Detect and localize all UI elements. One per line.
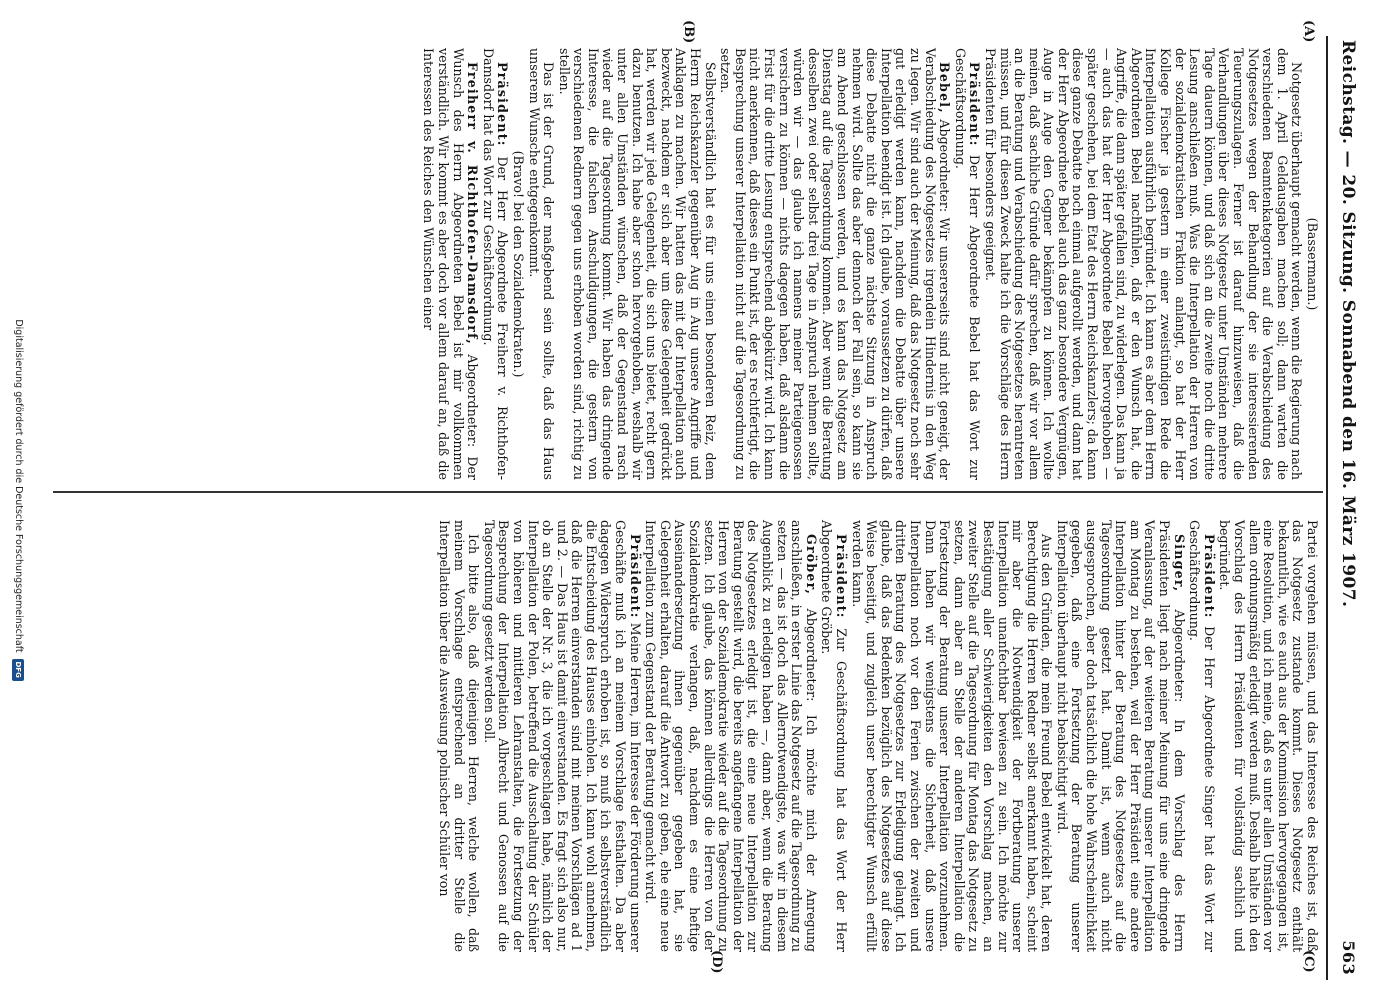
speaker-name: Präsident: bbox=[834, 534, 849, 619]
left-column bbox=[420, 48, 1319, 480]
speaker-name: Singer, bbox=[1171, 534, 1187, 593]
right-column bbox=[435, 520, 1319, 952]
speech-text: Meine Herren, im Interesse der Förderung unserer Geschäfte muß ich an meinem Vorschlage festhalten. Da aber dagegen Widerspruch erhoben ist, so muß ich selbstverständlich die Entscheidung des Hauses einholen. Ich kann wohl annehmen, daß die Herren einverstanden sind mit meinen Vorschlägen ad 1 und 2. — Das Haus ist damit einverstanden. Es fragt sich also nur, ob an Stelle der Nr. 3, die ich vorgeschlagen habe, nämlich der Interpellation der Polen, betreffend die Ausschaltung der Schüler von höheren und mittleren Lehranstalten, die Fortsetzung der Besprechung der Interpellation Albrecht und Genossen auf die Tagesordnung gesetzt werden soll. bbox=[481, 520, 643, 952]
paragraph: Partei vorgehen müssen, und das Interesse des Reiches ist, daß das Notgesetz zustande kommt. Dieses Notgesetz enthält bekanntlich, wie es auch aus der Kommission hervorgegangen ist, eine Resolution, und ich meine, daß es unter allen Umständen vor allem ordnungsmäßig erledigt werden muß. Deshalb halte ich den Vorschlag des Herrn Präsidenten für vollständig sachlich und begründet. bbox=[1217, 520, 1320, 952]
paragraph: Selbstverständlich hat es für uns einen besonderen Reiz, dem Herrn Reichskanzler gegenüber Aug in Aug unsere Angriffe und Anklagen zu machen. Wir hatten das mit der Interpellation auch bezweckt, nachdem er sich aber um diese Gelegenheit gedrückt hat, werden wir jede Gelegenheit, die sich uns bietet, recht gern dazu benutzen. Ich habe aber schon hervorgehoben, weshalb wir unter allen Umständen wünschen, daß der Gegenstand rasch wieder auf die Tagesordnung kommt. Wir haben das dringende Interesse, die falschen Anschuldigungen, die gestern von verschiedenen Rednern gegen uns erhoben worden sind, richtig zu stellen. bbox=[556, 48, 718, 480]
speech-text: Der Herr Abgeordnete Bebel hat das Wort zur Geschäftsordnung. bbox=[952, 48, 983, 480]
speech-text: Abgeordneter: In dem Vorschlag des Herrn Präsidenten liegt nach meiner Meinung für uns eine dringende Veranlassung, auf der weiteren Beratung unserer Interpellation am Montag zu bestehen, weil der Herr Präsident eine andere Interpellation hinter der Beratung des Notgesetzes auf die Tagesordnung gesetzt hat. Damit ist, wenn auch nicht ausgesprochen, aber doch tatsächlich die hohe Wahrscheinlichkeit gegeben, daß eine Fortsetzung der Beratung unserer Interpellation überhaupt nicht beabsichtigt wird. bbox=[1054, 520, 1187, 952]
page-header bbox=[1331, 40, 1365, 975]
paragraph bbox=[643, 520, 818, 952]
margin-marker-a: (A) bbox=[1301, 20, 1316, 43]
speech-text: Abgeordneter: Ich möchte mich der Anregung anschließen, in erster Linie das Notgesetz auf die Tagesordnung zu setzen — das ist doch das Allernotwendigste, was wir in diesem Augenblick zu erledigen haben —, dann aber, wenn die Beratung des Notgesetzes erledigt ist, die eine neue Interpellation zur Beratung gestellt wird, die bereits angefangene Interpellation der Herren von der Sozialdemokratie wieder auf die Tagesordnung zu setzen. Ich glaube, das können allerdings die Herren von der Sozialdemokratie verlangen, daß, nachdem es eine heftige Auseinandersetzung ihnen gegenüber gegeben hat, sie Gelegenheit erhalten, darauf die Antwort zu geben, ehe eine neue Interpellation zum Gegenstand der Beratung gemacht wird. bbox=[643, 520, 819, 952]
speech-text: Abgeordneter: Wir unsererseits sind nicht geneigt, der Verabschiedung des Notgesetzes irgendein Hindernis in den Weg zu legen. Wir sind auch der Meinung, daß das Notgesetz noch sehr gut erledigt werden kann, nachdem die Debatte über unsere Interpellation beendigt ist. Ich glaube, voraussetzen zu dürfen, daß diese Debatte nicht die ganze nächste Sitzung in Anspruch nehmen wird. Sollte das aber dennoch der Fall sein, so kann sie am Abend geschlossen werden, und es kann das Notgesetz am Dienstag auf die Tagesordnung kommen. Aber wenn die Beratung desselben zwei oder selbst drei Tage in Anspruch nehmen sollte, würden wir — das glaube ich namens meiner Parteigenossen versichern zu können — nichts dagegen haben, daß alsdann die Frist für die dritte Lesung entsprechend abgekürzt wird. Ich kann nicht anerkennen, daß dieses ein Punkt ist, der es rechtfertigt, die Besprechung unserer Interpellation nicht auf die Tagesordnung zu setzen. bbox=[718, 48, 953, 480]
column-divider bbox=[53, 491, 1323, 493]
margin-marker-c: (C) bbox=[1301, 950, 1316, 973]
paragraph: Notgesetz überhaupt gemacht werden, wenn die Regierung nach dem 1. April Geldausgaben machen soll; dann warten die verschiedenen Beamtenkategorien auf die Verabschiedung des Notgesetzes wegen der Behandlung der sie interessierenden Teuerungszulagen. Ferner ist darauf hinzuweisen, daß die Verhandlungen über dieses Notgesetz unter Umständen mehrere Tage dauern können, und daß sich an die zweite noch die dritte Lesung anschließen muß. Was die Interpellation der Herren von der sozialdemokratischen Fraktion anlangt, so hat der Herr Kollege Fischer ja gestern in einer zweistündigen Rede die Interpellation ausführlich begründet. Ich kann es aber dem Herrn Abgeordneten Bebel nachfühlen, daß er den Wunsch hat, die Angriffe, die dann später gefallen sind, zu widerlegen. Das kann ja — auch das hat der Herr Abgeordnete Bebel hervorgehoben — später geschehen, bei dem Etat des Herrn Reichskanzlers; da kann diese ganze Debatte noch einmal aufgerollt werden, und dann hat der Herr Abgeordnete Bebel auch das ganz besondere Vergnügen, Auge in Auge den Gegner bekämpfen zu können. Ich wollte meinen, daß sachliche Gründe dafür sprechen, daß wir vor allem an die Beratung und Verabschiedung des Notgesetzes herantreten müssen, und für diesen Zweck halte ich die Vorschläge des Herrn Präsidenten für besonders geeignet. bbox=[982, 48, 1305, 480]
speaker-name: Präsident: bbox=[967, 62, 983, 147]
paragraph bbox=[1187, 520, 1216, 952]
speaker-name: Präsident: bbox=[1201, 534, 1217, 619]
margin-marker-d: (D) bbox=[709, 950, 724, 974]
paragraph bbox=[718, 48, 952, 480]
speaker-continuation: (Bassermann.) bbox=[1305, 217, 1320, 311]
paragraph bbox=[481, 520, 642, 952]
speaker-name: Präsident: bbox=[495, 62, 511, 147]
paragraph bbox=[819, 520, 848, 952]
speaker-name: Freiherr v. Richthofen-Damsdorf, bbox=[465, 62, 481, 346]
paragraph bbox=[952, 48, 981, 480]
page-number: 563 bbox=[1339, 940, 1359, 975]
paragraph: Aus den Gründen, die mein Freund Bebel entwickelt hat, deren Berechtigung die Herren Redner selbst anerkannt haben, scheint mir aber die Notwendigkeit der Fortberatung unserer Interpellation unanfechtbar bewiesen zu sein. Ich möchte zur Bestätigung aller Schwierigkeiten den Vorschlag machen, an zweiter Stelle auf die Tagesordnung für Montag das Notgesetz zu setzen, dann aber an Stelle der anderen Interpellation die Fortsetzung der Beratung unserer Interpellation vorzunehmen. Dann haben wir wenigstens die Sicherheit, daß unsere Interpellation noch vor den Ferien zwischen der zweiten und dritten Beratung des Notgesetzes zur Erledigung gelangt. Ich glaube, daß das Bedenken bezüglich des Notgesetzes auf diese Weise beseitigt, und zugleich unser berechtigter Wunsch erfüllt werden kann. bbox=[849, 520, 1055, 952]
dfg-logo-icon: DFG bbox=[12, 659, 24, 681]
footer-text: Digitalisierung gefördert durch die Deutsche Forschungsgemeinschaft bbox=[13, 319, 25, 653]
speech-text: Zur Geschäftsordnung hat das Wort der Herr Abgeordnete Gröber. bbox=[819, 520, 849, 952]
speaker-name: Gröber, bbox=[803, 534, 819, 596]
margin-marker-b: (B) bbox=[681, 20, 696, 44]
paragraph: Ich bitte also, daß diejenigen Herren, welche wollen, daß meinem Vorschlage entsprechend an dritter Stelle die Interpellation über die Ausweisung polnischer Schüler von bbox=[436, 520, 482, 952]
digitization-footer bbox=[5, 0, 31, 1000]
speaker-name: Präsident: bbox=[627, 534, 643, 619]
paragraph: Das ist der Grund, der maßgebend sein sollte, daß das Haus unserem Wunsche entgegenkommt. bbox=[526, 48, 557, 480]
header-rule bbox=[1326, 36, 1328, 980]
speech-text: Abgeordneter: Der Wunsch des Herrn Abgeordneten Bebel ist mir vollkommen verständlich. Wir kommt es aber doch vor allem darauf an, daß die Interessen des Reiches den Wünschen einer bbox=[421, 48, 481, 480]
speech-text: Der Herr Abgeordnete Freiherr v. Richthofen-Damsdorf hat das Wort zur Geschäftsordnung. bbox=[480, 48, 511, 480]
paragraph bbox=[421, 48, 479, 480]
applause-note: (Bravo! bei den Sozialdemokraten.) bbox=[510, 150, 526, 378]
speech-text: Der Herr Abgeordnete Singer hat das Wort zur Geschäftsordnung. bbox=[1187, 520, 1217, 952]
speaker-name: Bebel, bbox=[937, 62, 953, 114]
page-title: Reichstag. — 20. Sitzung. Sonnabend den 16. März 1907. bbox=[1338, 40, 1359, 608]
paragraph bbox=[1054, 520, 1185, 952]
paragraph bbox=[480, 48, 509, 480]
